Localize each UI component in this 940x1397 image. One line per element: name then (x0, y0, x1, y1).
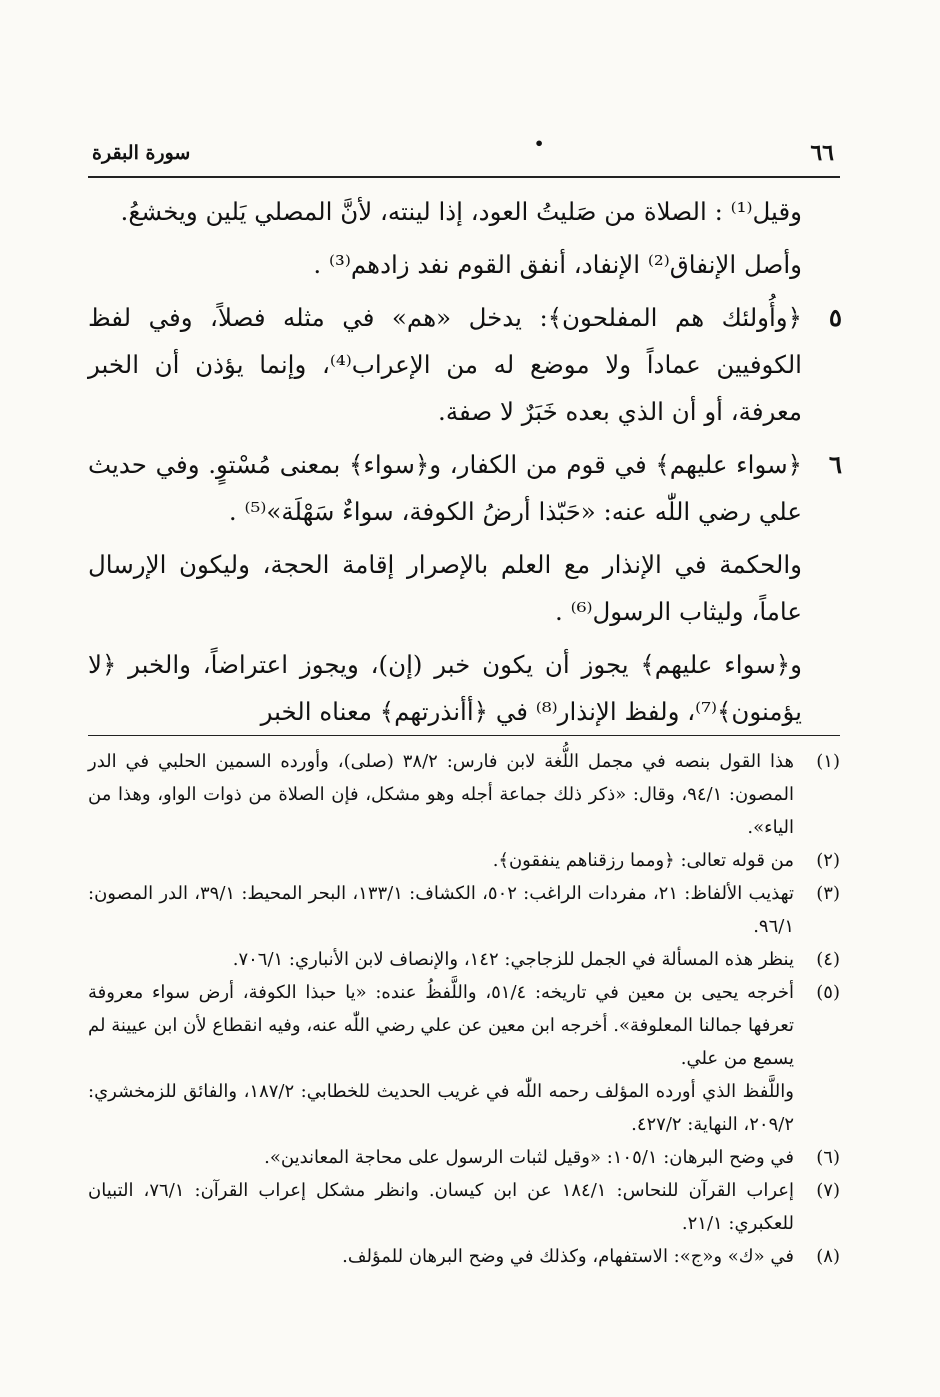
paragraph-infaq: وأصل الإنفاق⁽²⁾ الإنفاد، أنفق القوم نفد زادهم⁽³⁾ . (313, 250, 802, 279)
footnote-item (88, 1141, 840, 1174)
footnote-text: إعراب القرآن للنحاس: ١٨٤/١ عن ابن كيسان. وانظر مشكل إعراب القرآن: ٧٦/١، التبيان للعكبري: ٢١/١. (88, 1180, 795, 1234)
verse-6-block (88, 441, 840, 535)
footnote-text: في وضح البرهان: ١٠٥/١: «وقيل لثبات الرسول على محاجة المعاندين». (264, 1147, 794, 1168)
footnote-item (88, 1240, 840, 1273)
verse-5-commentary: ﴿وأُولئك هم المفلحون﴾: يدخل «هم» في مثله فصلاً، وفي لفظ الكوفيين عماداً ولا موضع له من الإعراب⁽⁴⁾، وإنما يؤذن أن الخبر معرفة، أو أن الذي بعده خَبَرٌ لا صفة. (88, 303, 802, 426)
paragraph-hikma: والحكمة في الإنذار مع العلم بالإصرار إقامة الحجة، وليكون الإرسال عاماً، وليثاب الرسول⁽⁶⁾ . (88, 550, 802, 626)
verse-6-commentary: ﴿سواء عليهم﴾ في قوم من الكفار، و﴿سواء﴾ بمعنى مُسْتوٍ. وفي حديث علي رضي اللّٰه عنه: «حَبّذا أرضُ الكوفة، سواءٌ سَهْلَة»⁽⁵⁾ . (88, 450, 802, 526)
footnotes (88, 745, 840, 1273)
footnote-item (88, 745, 840, 844)
footnote-item (88, 877, 840, 943)
page-number: ٦٦ (810, 140, 834, 166)
footnote-number: (٣) (816, 883, 840, 904)
verse-number: ٦ (828, 450, 842, 479)
footnote-text: تهذيب الألفاظ: ٢١، مفردات الراغب: ٥٠٢، الكشاف: ١٣٣/١، البحر المحيط: ٣٩/١، الدر المصون: ٩٦/١. (88, 883, 794, 937)
page-header (88, 134, 840, 178)
footnote-item (88, 1174, 840, 1240)
footnote-number: (١) (816, 751, 840, 772)
footnote-text: ينظر هذه المسألة في الجمل للزجاجي: ١٤٢، والإنصاف لابن الأنباري: ٧٠٦/١. (232, 949, 794, 970)
paragraph-salat: وقيل⁽¹⁾ : الصلاة من صَليتُ العود، إذا لينته، لأنَّ المصلي يَلين ويخشعُ. (120, 197, 802, 226)
footnote-separator (88, 735, 840, 736)
footnote-number: (٢) (816, 850, 840, 871)
footnote-text: أخرجه يحيى بن معين في تاريخه: ٥١/٤، واللَّفظُ عنده: «يا حبذا الكوفة، أرض سواء معروفة تعرفها جمالنا المعلوفة». أخرجه ابن معين عن علي رضي اللّٰه عنه، وفيه انقطاع لأن ابن عيينة لم يسمع من علي. (88, 982, 794, 1069)
header-dot: • (534, 134, 545, 153)
footnote-text: هذا القول بنصه في مجمل اللُّغة لابن فارس: ٣٨/٢ (صلى)، وأورده السمين الحلبي في الدر المصون: ٩٤/١، وقال: «ذكر ذلك جماعة أجله وهو مشكل، فإن الصلاة من ذوات الواو، وهذا من الياء». (88, 751, 794, 838)
footnote-item (88, 943, 840, 976)
verse-number: ٥ (828, 303, 842, 332)
footnote-item (88, 844, 840, 877)
footnote-number: (٨) (816, 1246, 840, 1267)
footnote-text: في «ك» و«ج»: الاستفهام، وكذلك في وضح البرهان للمؤلف. (342, 1246, 794, 1267)
paragraph-sawa: و﴿سواء عليهم﴾ يجوز أن يكون خبر (إن)، ويجوز اعتراضاً، والخبر ﴿لا يؤمنون﴾⁽⁷⁾، ولفظ الإنذار⁽⁸⁾ في ﴿أأنذرتهم﴾ معناه الخبر (88, 650, 802, 726)
footnote-item (88, 976, 840, 1075)
surah-title: سورة البقرة (92, 142, 191, 164)
footnote-number: (٧) (816, 1180, 840, 1201)
footnote-number: (٤) (816, 949, 840, 970)
footnote-continuation (88, 1075, 840, 1141)
verse-5-block (88, 294, 840, 435)
footnote-text: واللَّفظ الذي أورده المؤلف رحمه اللّٰه في غريب الحديث للخطابي: ١٨٧/٢، والفائق للزمخشري: ٢٠٩/٢، النهاية: ٤٢٧/٢. (88, 1081, 794, 1135)
footnote-number: (٥) (816, 982, 840, 1003)
footnote-number: (٦) (816, 1147, 840, 1168)
main-text (88, 188, 840, 741)
footnote-text: من قوله تعالى: ﴿ومما رزقناهم ينفقون﴾. (492, 850, 794, 871)
